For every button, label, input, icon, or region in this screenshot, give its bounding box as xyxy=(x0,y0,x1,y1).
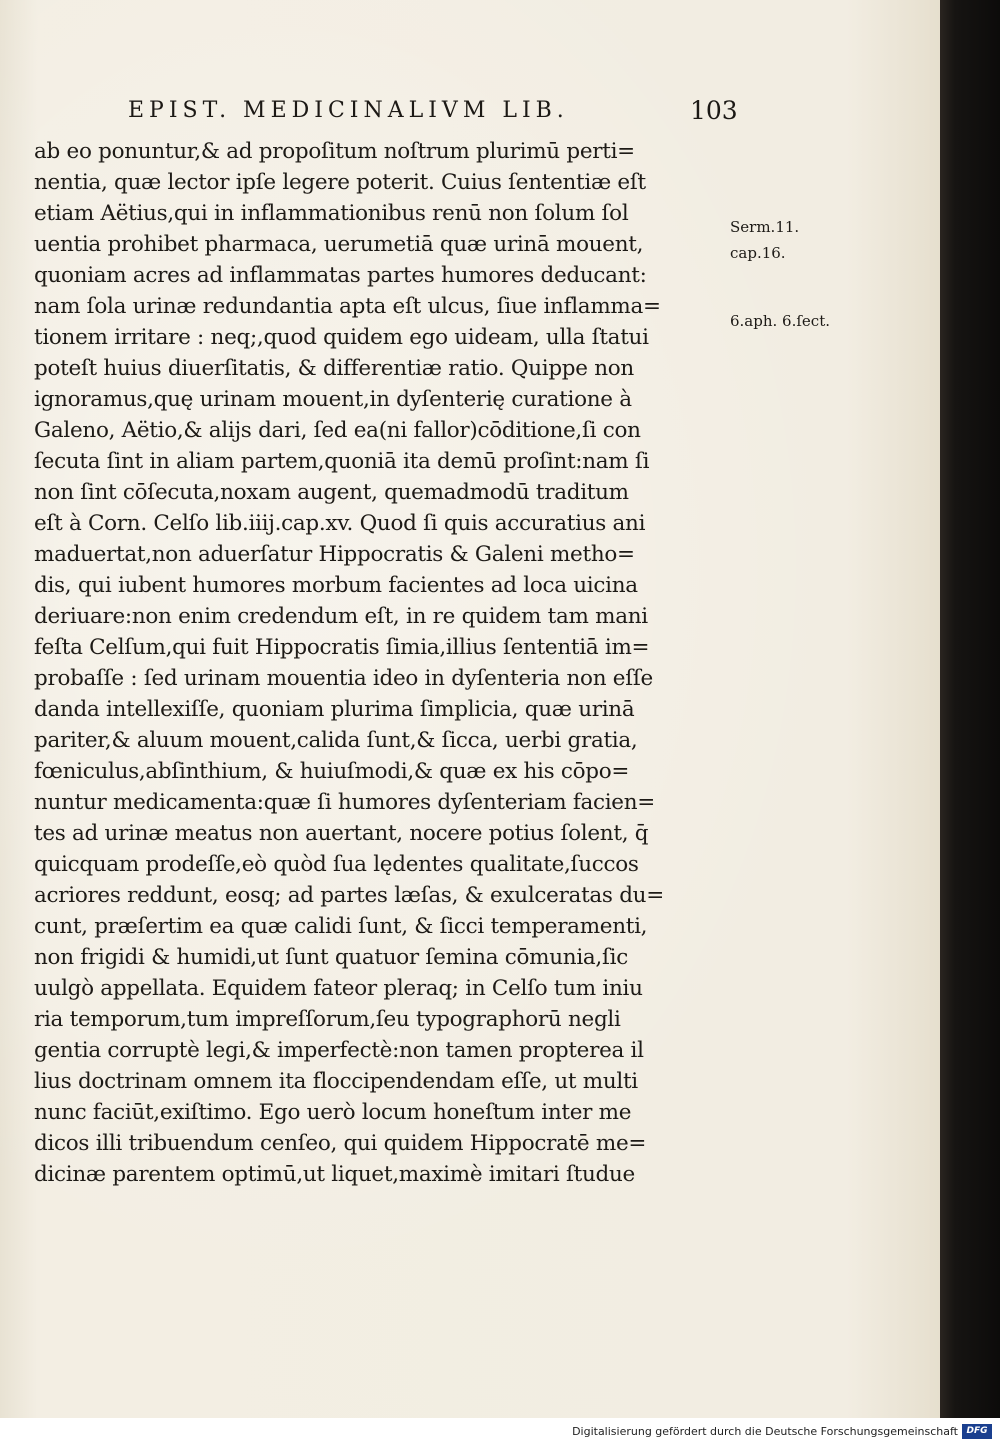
text-line: fœniculus,abſinthium, & huiuſmodi,& quæ ex his cōpo= xyxy=(34,759,630,784)
text-line: uulgò appellata. Equidem fateor pleraq; in Celſo tum iniu xyxy=(34,976,643,1001)
text-line: cunt, præſertim ea quæ calidi ſunt, & ſicci temperamenti, xyxy=(34,914,648,939)
text-line: danda intellexiſſe, quoniam plurima ſimplicia, quæ urinā xyxy=(34,697,635,722)
text-line: dicos illi tribuendum cenſeo, qui quidem Hippocratē me= xyxy=(34,1131,647,1156)
body-text xyxy=(34,136,724,1190)
marginal-note: 6.aph. 6.ſect. xyxy=(730,312,830,330)
text-line: nentia, quæ lector ipſe legere poterit. Cuius ſententiæ eſt xyxy=(34,170,646,195)
text-line: feſta Celſum,qui fuit Hippocratis ſimia,illius ſententiā im= xyxy=(34,635,650,660)
text-line: quicquam prodeſſe,eò quòd ſua lędentes qualitate,ſuccos xyxy=(34,852,639,877)
text-line: acriores reddunt, eosq; ad partes læſas, & exulceratas du= xyxy=(34,883,664,908)
marginal-note: cap.16. xyxy=(730,244,786,262)
text-line: Galeno, Aëtio,& alijs dari, ſed ea(ni fallor)cōditione,ſi con xyxy=(34,418,641,443)
page-header xyxy=(128,96,738,136)
text-line: nuntur medicamenta:quæ ſi humores dyſenteriam facien= xyxy=(34,790,655,815)
text-line: non frigidi & humidi,ut ſunt quatuor ſemina cōmunia,ſic xyxy=(34,945,628,970)
text-line: gentia corruptè legi,& imperfectè:non tamen propterea il xyxy=(34,1038,644,1063)
text-line: deriuare:non enim credendum eſt, in re quidem tam mani xyxy=(34,604,648,629)
text-line: nam ſola urinæ redundantia apta eſt ulcus, ſiue inflamma= xyxy=(34,294,661,319)
text-line: ignoramus,quę urinam mouent,in dyſenterię curatione à xyxy=(34,387,632,412)
text-line: tionem irritare : neq;,quod quidem ego uideam, ulla ſtatui xyxy=(34,325,649,350)
text-line: poteſt huius diuerſitatis, & differentiæ ratio. Quippe non xyxy=(34,356,634,381)
text-line: nunc faciūt,exiſtimo. Ego uerò locum honeſtum inter me xyxy=(34,1100,632,1125)
text-line: eſt à Corn. Celſo lib.iiij.cap.xv. Quod ſi quis accuratius ani xyxy=(34,511,646,536)
page-number: 103 xyxy=(690,96,738,125)
text-line: ab eo ponuntur,& ad propoſitum noſtrum plurimū perti= xyxy=(34,139,635,164)
text-line: dis, qui iubent humores morbum facientes ad loca uicina xyxy=(34,573,638,598)
funding-credit: Digitalisierung gefördert durch die Deutsche Forschungsgemeinschaft xyxy=(572,1425,958,1438)
text-line: ſecuta ſint in aliam partem,quoniā ita demū proſint:nam ſi xyxy=(34,449,650,474)
text-line: dicinæ parentem optimū,ut liquet,maximè imitari ſtudue xyxy=(34,1162,635,1187)
text-line: uentia prohibet pharmaca, uerumetiā quæ urinā mouent, xyxy=(34,232,644,257)
book-spine-shadow xyxy=(940,0,1000,1418)
footer-bar xyxy=(0,1418,1000,1447)
text-line: probaſſe : ſed urinam mouentia ideo in dyſenteria non eſſe xyxy=(34,666,653,691)
text-line: quoniam acres ad inflammatas partes humores deducant: xyxy=(34,263,647,288)
marginal-note: Serm.11. xyxy=(730,218,800,236)
text-line: pariter,& aluum mouent,calida ſunt,& ſicca, uerbi gratia, xyxy=(34,728,638,753)
text-line: ria temporum,tum impreſſorum,ſeu typographorū negli xyxy=(34,1007,621,1032)
text-line: etiam Aëtius,qui in inflammationibus renū non ſolum ſol xyxy=(34,201,629,226)
text-line: tes ad urinæ meatus non auertant, nocere potius ſolent, q̄ xyxy=(34,821,649,846)
text-line: lius doctrinam omnem ita floccipendendam eſſe, ut multi xyxy=(34,1069,638,1094)
text-line: non ſint cōſecuta,noxam augent, quemadmodū traditum xyxy=(34,480,629,505)
dfg-logo: DFG xyxy=(962,1424,992,1439)
running-head: EPIST. MEDICINALIVM LIB. xyxy=(128,98,569,123)
text-line: maduertat,non aduerſatur Hippocratis & Galeni metho= xyxy=(34,542,635,567)
